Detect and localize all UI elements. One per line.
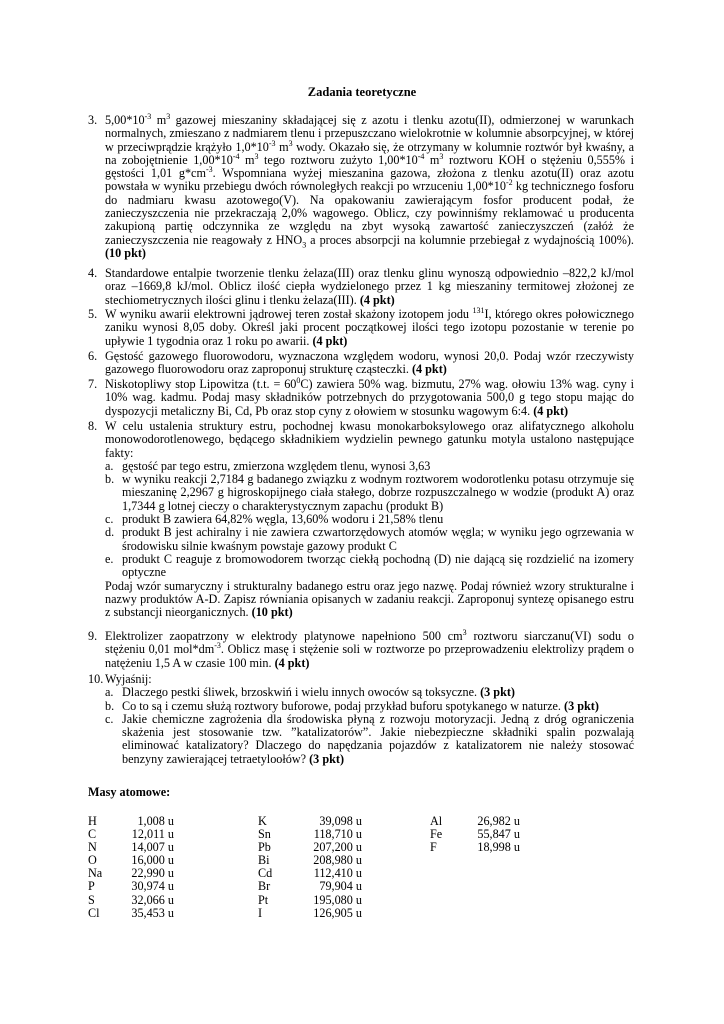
element-symbol: Bi [258,853,270,868]
atomic-mass-value: 18,998 u [477,840,520,855]
problem-intro: Wyjaśnij: [105,672,152,686]
problem-8 [88,420,634,619]
sub-item-letter: e. [105,551,114,566]
atomic-mass-value: 26,982 u [477,814,520,828]
atomic-mass-row [258,894,362,907]
atomic-mass-value: 55,847 u [477,827,520,842]
sub-item [105,700,634,713]
atomic-mass-row [88,907,174,920]
element-symbol: S [88,892,95,907]
atomic-mass-value: 12,011 u [131,827,174,842]
element-symbol: Pt [258,892,269,907]
sub-item [105,713,634,766]
sub-item-text: Jakie chemiczne zagrożenia dla środowiska płyną z rozwoju motoryzacji. Jedną z dróg ograniczenia skażenia jest stosowanie tzw. ”katalizatorów”. Jakie niebezpieczne składniki spalin pozwalają eliminować katalizatory? Dlaczego do napędzania pojazdów z katalizatorem nie należy stosować benzyny zawierającej tetraetyloołów? (3 pkt) [122,711,634,766]
atomic-mass-value: 22,990 u [131,866,174,881]
atomic-mass-row [430,841,520,854]
problem-6 [88,350,634,377]
element-symbol: I [258,905,263,920]
page-title: Zadania teoretyczne [307,85,417,99]
atomic-mass-value: 126,905 u [313,905,362,920]
sub-item-letter: b. [105,698,115,713]
sub-item-text: Co to są i czemu służą roztwory buforowe, podaj przykład buforu spotykanego w naturze. (3 pkt) [122,698,599,713]
element-symbol: Sn [258,827,271,842]
problem-text [105,673,634,766]
problem-text: Standardowe entalpie tworzenie tlenku żelaza(III) oraz tlenku glinu wynoszą odpowiednio –822,2 kJ/mol oraz –1669,8 kJ/mol. Oblicz ilość ciepła wydzielonego przez 1 kg mieszaniny termitowej złożonej ze stechiometrycznych ilości glinu i tlenku żelaza(III). (4 pkt) [105,266,634,307]
sub-item-text: produkt B zawiera 64,82% węgla, 13,60% wodoru i 21,58% tlenu [122,512,444,527]
problem-text: Elektrolizer zaopatrzony w elektrody platynowe napełniono 500 $cm^3$ roztworu siarczanu(VI) sodu o stężeniu 0,01 $mol*dm^{-3}$. Oblicz masę i stężenie soli w roztworze po przeprowadzeniu elektrolizy prądem o natężeniu 1,5 A w czasie 100 min. (4 pkt) [105,627,634,670]
sub-item-letter: a. [105,685,114,700]
sub-item [105,553,634,580]
problem-10 [88,673,634,766]
problem-number: 5. [88,307,98,321]
problem-text: Gęstość gazowego fluorowodoru, wyznaczona względem wodoru, wynosi 20,0. Podaj wzór rzeczywisty gazowego fluorowodoru oraz zaproponuj strukturę cząsteczki. (4 pkt) [105,349,634,377]
problem-text: $5,00*10^{-3}$ $m^3$ gazowej mieszaniny składającej się z azotu i tlenku azotu(II), odmierzonej w warunkach normalnych, zmieszano z nadmiarem tlenu i przepuszczano wielokrotnie w kolumnie absorpcyjnej, w której w przeciwprądzie krążyło $1,0*10^{-3}$ $m^3$ wody. Okazało się, że otrzymany w kolumnie roztwór był kwaśny, a na zobojętnienie $1,00*10^{-4}$ $m^3$ tego roztworu zużyto $1,00*10^{-4}$ $m^3$ roztworu KOH o stężeniu 0,555% i gęstości 1,01 $g*cm^{-3}$. Wspomniana wyżej mieszanina gazowa, złożona z tlenku azotu(II) oraz azotu powstała w wyniku przebiegu dwóch równoległych reakcji po wrzuceniu $1,00*10^{-2}$ kg technicznego fosforu do nadmiaru kwasu azotowego(V). Na opakowaniu zawierającym fosfor producent podał, że zanieczyszczenia nie przekraczają 2,0% wagowego. Oblicz, czy powinniśmy reklamować u producenta zakupioną partię odczynnika ze względu na zbyt wysoką zawartość zanieczyszczeń (załóż że zanieczyszczenia nie reagowały z $HNO_3$ a proces absorpcji na kolumnie przebiegał z wydajnością 100%). (10 pkt) [105,111,635,260]
atomic-mass-value: 32,066 u [131,892,174,907]
problem-5 [88,305,634,348]
problem-7 [88,375,634,418]
problem-number: 6. [88,349,98,363]
sub-item-letter: c. [105,711,114,726]
sub-item [105,526,634,553]
atomic-mass-value: 79,904 u [319,879,362,894]
problem-8-subitems [105,460,634,580]
atomic-masses-column-1 [88,815,174,920]
element-symbol: Al [430,814,443,828]
problem-text [105,420,634,619]
atomic-mass-row [258,880,362,893]
sub-item-text: Dlaczego pestki śliwek, brzoskwiń i wielu innych owoców są toksyczne. (3 pkt) [122,685,515,700]
sub-item-text: produkt C reaguje z bromowodorem tworząc ciekłą pochodną (D) nie dającą się rozdzielić na izomery optyczne [122,551,634,580]
atomic-mass-value: 30,974 u [131,879,174,894]
sub-item-text: gęstość par tego estru, zmierzona względem tlenu, wynosi 3,63 [122,458,431,473]
atomic-masses-column-2 [258,815,362,920]
problem-3 [88,111,635,260]
atomic-mass-value: 14,007 u [131,840,174,855]
element-symbol: Na [88,866,103,881]
atomic-mass-value: 208,980 u [313,853,362,868]
sub-item-letter: c. [105,512,114,527]
atomic-mass-value: 118,710 u [313,827,362,842]
atomic-mass-row [88,894,174,907]
atomic-mass-value: 39,098 u [319,814,362,828]
element-symbol: Br [258,879,271,894]
element-symbol: O [88,853,97,868]
problem-intro: W celu ustalenia struktury estru, pochodnej kwasu monokarboksylowego oraz alifatycznego alkoholu monowodorotlenowego, będącego składnikiem wydzielin pewnego gatunku motyla ustalono następujące fakty: [105,419,634,460]
element-symbol: Cd [258,866,273,881]
atomic-mass-row [88,880,174,893]
element-symbol: H [88,814,97,828]
atomic-mass-value: 16,000 u [131,853,174,868]
problem-number: 8. [88,419,98,433]
element-symbol: F [430,840,437,855]
atomic-masses-heading: Masy atomowe: [88,785,171,799]
sub-item [105,686,634,699]
atomic-mass-value: 112,410 u [313,866,362,881]
sub-item-letter: b. [105,472,115,487]
sub-item [105,460,634,473]
element-symbol: P [88,879,95,894]
problem-number: 10. [88,672,104,686]
problem-number: 4. [88,266,98,280]
element-symbol: Cl [88,905,100,920]
sub-item-text: produkt B jest achiralny i nie zawiera czwartorzędowych atomów węgla; w wyniku jego ogrzewania w środowisku silnie kwaśnym powstaje gazowy produkt C [122,525,634,553]
element-symbol: Fe [430,827,443,842]
problem-number: 9. [88,629,98,643]
problem-9 [88,627,634,670]
problem-4 [88,267,634,307]
sub-item-text: w wyniku reakcji 2,7184 g badanego związku z wodnym roztworem wodorotlenku potasu otrzymuje się mieszaninę 2,2967 g higroskopijnego ciała stałego, dobrze rozpuszczalnego w wodzie (produkt A) oraz 1,7344 g lotnej cieczy o charakterystycznym zapachu (produkt B) [122,472,634,513]
atomic-mass-value: 207,200 u [313,840,362,855]
atomic-mass-row [258,907,362,920]
atomic-mass-value: 35,453 u [131,905,174,920]
sub-item [105,473,634,513]
atomic-masses-column-3 [430,815,520,854]
sub-item [105,513,634,526]
element-symbol: C [88,827,97,842]
sub-item-letter: a. [105,458,114,473]
element-symbol: N [88,840,97,855]
problem-number: 3. [88,113,98,127]
problem-text: W wyniku awarii elektrowni jądrowej teren został skażony izotopem jodu $^{131}$I, którego okres połowicznego zaniku wynosi 8,05 doby. Określ jaki procent początkowej ilości tego izotopu pozostanie w terenie po upływie 1 tygodnia oraz 1 roku po awarii. (4 pkt) [105,305,634,348]
problem-text: Niskotopliwy stop Lipowitza (t.t. = $60^0C$) zawiera 50% wag. bizmutu, 27% wag. ołowiu 13% wag. cyny i 10% wag. kadmu. Podaj masy składników potrzebnych do przygotowania 500,0 g tego stopu mając do dyspozycji metaliczny Bi, Cd, Pb oraz stop cyny z ołowiem w stosunku wagowym 6:4. (4 pkt) [105,375,634,418]
sub-item-letter: d. [105,525,115,540]
element-symbol: K [258,814,267,828]
atomic-mass-value: 195,080 u [313,892,362,907]
atomic-mass-value: 1,008 u [137,814,174,828]
problem-8-tail: Podaj wzór sumaryczny i strukturalny badanego estru oraz jego nazwę. Podaj również wzory strukturalne i nazwy produktów A-D. Zapisz równiania opisanych w zadaniu reakcji. Zaproponuj syntezę opisanego estru z substancji nieorganicznych. (10 pkt) [105,578,634,620]
problem-number: 7. [88,377,98,391]
element-symbol: Pb [258,840,271,855]
problem-10-subitems [105,686,634,766]
